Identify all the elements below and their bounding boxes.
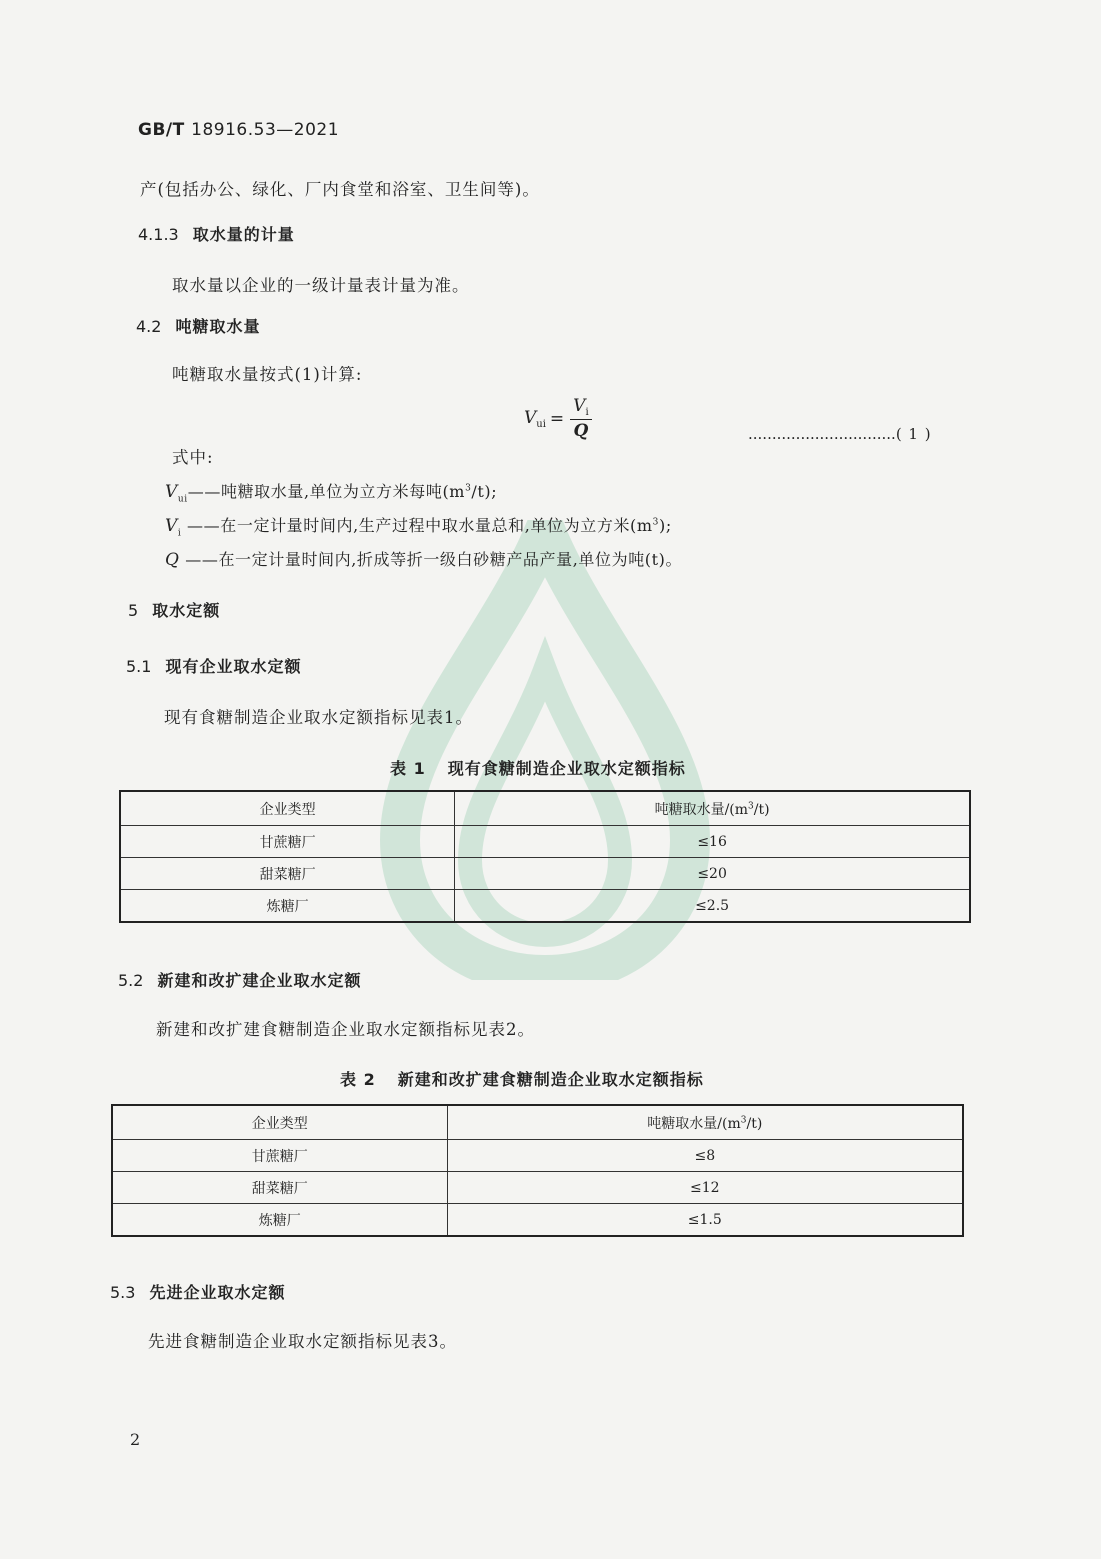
section-number: 4.2 [136,317,162,336]
page-number: 2 [130,1430,141,1449]
column-header: 吨糖取水量$/(m^3/t)$ [447,1105,963,1140]
section-number: 5.2 [118,971,144,990]
formula-fraction [570,396,591,441]
formula-1 [524,396,592,441]
section-5-2-body: 新建和改扩建食糖制造企业取水定额指标见表2。 [156,1020,535,1039]
table-2 [111,1104,964,1237]
standard-code: 18916.53—2021 [191,120,340,140]
variable-definition: Q ——在一定计量时间内,折成等折一级白砂糖产品产量,单位为吨(t)。 [165,550,683,570]
table-row [120,890,970,923]
section-4-2-body: 吨糖取水量按式(1)计算: [172,365,363,384]
table-row [112,1140,963,1172]
section-number: 5.3 [110,1283,136,1302]
enterprise-type-cell: 甜菜糖厂 [112,1172,447,1204]
table-header-row [112,1105,963,1140]
quota-value-cell: ≤16 [455,826,970,858]
enterprise-type-cell: 甜菜糖厂 [120,858,455,890]
quota-value-cell: ≤20 [455,858,970,890]
table-row [112,1204,963,1237]
section-title: 取水量的计量 [192,225,295,244]
section-number: 5 [128,601,139,620]
fraction-numerator: $V_i$ [570,396,591,420]
fraction-denominator: Q [573,421,589,441]
equation-number: ...............................( 1 ) [748,425,932,443]
section-number: 5.1 [126,657,152,676]
section-5-heading [128,598,220,621]
enterprise-type-cell: 炼糖厂 [112,1204,447,1237]
quota-value-cell: ≤2.5 [455,890,970,923]
column-header: 企业类型 [112,1105,447,1140]
enterprise-type-cell: 炼糖厂 [120,890,455,923]
quota-value-cell: ≤1.5 [447,1204,963,1237]
section-5-3-body: 先进食糖制造企业取水定额指标见表3。 [148,1332,457,1351]
table-1-caption: 表 1 现有食糖制造企业取水定额指标 [390,759,686,778]
column-header: 吨糖取水量$/(m^3/t)$ [455,791,970,826]
standard-prefix: GB/T [138,120,185,140]
column-header: 企业类型 [120,791,455,826]
formula-lhs: $V_{ui}$ [524,407,546,430]
section-5-1-heading [126,654,301,677]
section-title: 取水定额 [152,601,221,620]
section-title: 新建和改扩建企业取水定额 [157,971,362,990]
formula-equals: = [549,408,565,429]
table-row [112,1172,963,1204]
section-number: 4.1.3 [138,225,179,244]
quota-value-cell: ≤8 [447,1140,963,1172]
variable-definition: $V_i$ ——在一定计量时间内,生产过程中取水量总和,单位为立方米$(m^3)$; [165,516,672,539]
standard-number [138,120,339,140]
section-4-1-3-heading [138,222,295,245]
table-row [120,826,970,858]
table-header-row [120,791,970,826]
section-title: 先进企业取水定额 [149,1283,286,1302]
variable-definition: $V_{ui}——$吨糖取水量,单位为立方米每吨$(m^3/t)$; [165,482,498,505]
table-1 [119,790,971,923]
section-5-2-heading [118,968,361,991]
enterprise-type-cell: 甘蔗糖厂 [112,1140,447,1172]
where-label: 式中: [172,448,214,467]
continued-paragraph: 产(包括办公、绿化、厂内食堂和浴室、卫生间等)。 [140,180,540,199]
table-2-caption: 表 2 新建和改扩建食糖制造企业取水定额指标 [340,1070,704,1089]
table-row [120,858,970,890]
section-4-1-3-body: 取水量以企业的一级计量表计量为准。 [172,276,470,295]
quota-value-cell: ≤12 [447,1172,963,1204]
section-4-2-heading [136,314,260,337]
enterprise-type-cell: 甘蔗糖厂 [120,826,455,858]
section-title: 现有企业取水定额 [165,657,302,676]
section-title: 吨糖取水量 [175,317,261,336]
section-5-1-body: 现有食糖制造企业取水定额指标见表1。 [164,708,473,727]
section-5-3-heading [110,1280,285,1303]
